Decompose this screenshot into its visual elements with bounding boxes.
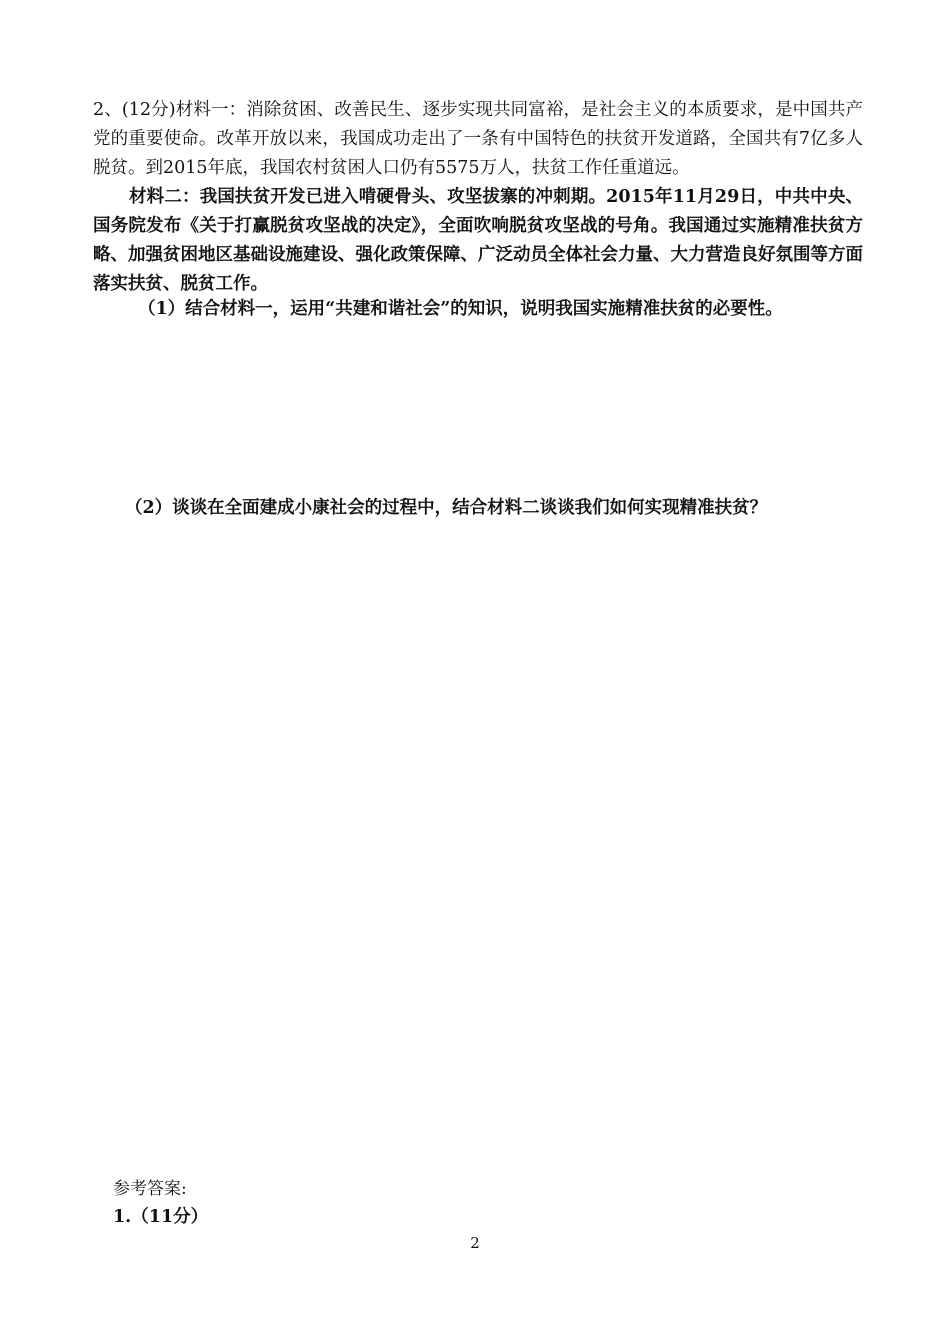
question-2-material-1: 2、(12分)材料一：消除贫困、改善民生、逐步实现共同富裕，是社会主义的本质要求，是中国共产党的重要使命。改革开放以来，我国成功走出了一条有中国特色的扶贫开发道路，全国共有7亿多人脱贫。到2015年底，我国农村贫困人口仍有5575万人，扶贫工作任重道远。 [93,100,863,178]
question-2-material-2: 材料二：我国扶贫开发已进入啃硬骨头、攻坚拔寨的冲刺期。2015年11月29日，中共中央、国务院发布《关于打赢脱贫攻坚战的决定》，全面吹响脱贫攻坚战的号角。我国通过实施精准扶贫方略、加强贫困地区基础设施建设、强化政策保障、广泛动员全体社会力量、大力营造良好氛围等方面落实扶贫、脱贫工作。 [93,187,863,294]
question-2-block [93,96,863,299]
page-number: 2 [470,1234,480,1252]
answer-item-1: 1.（11分） [113,1207,209,1227]
sub-question-2: （2）谈谈在全面建成小康社会的过程中，结合材料二谈谈我们如何实现精准扶贫？ [125,498,768,518]
sub-question-1: （1）结合材料一，运用“共建和谐社会”的知识，说明我国实施精准扶贫的必要性。 [138,299,783,319]
reference-answer-label: 参考答案: [113,1179,187,1199]
